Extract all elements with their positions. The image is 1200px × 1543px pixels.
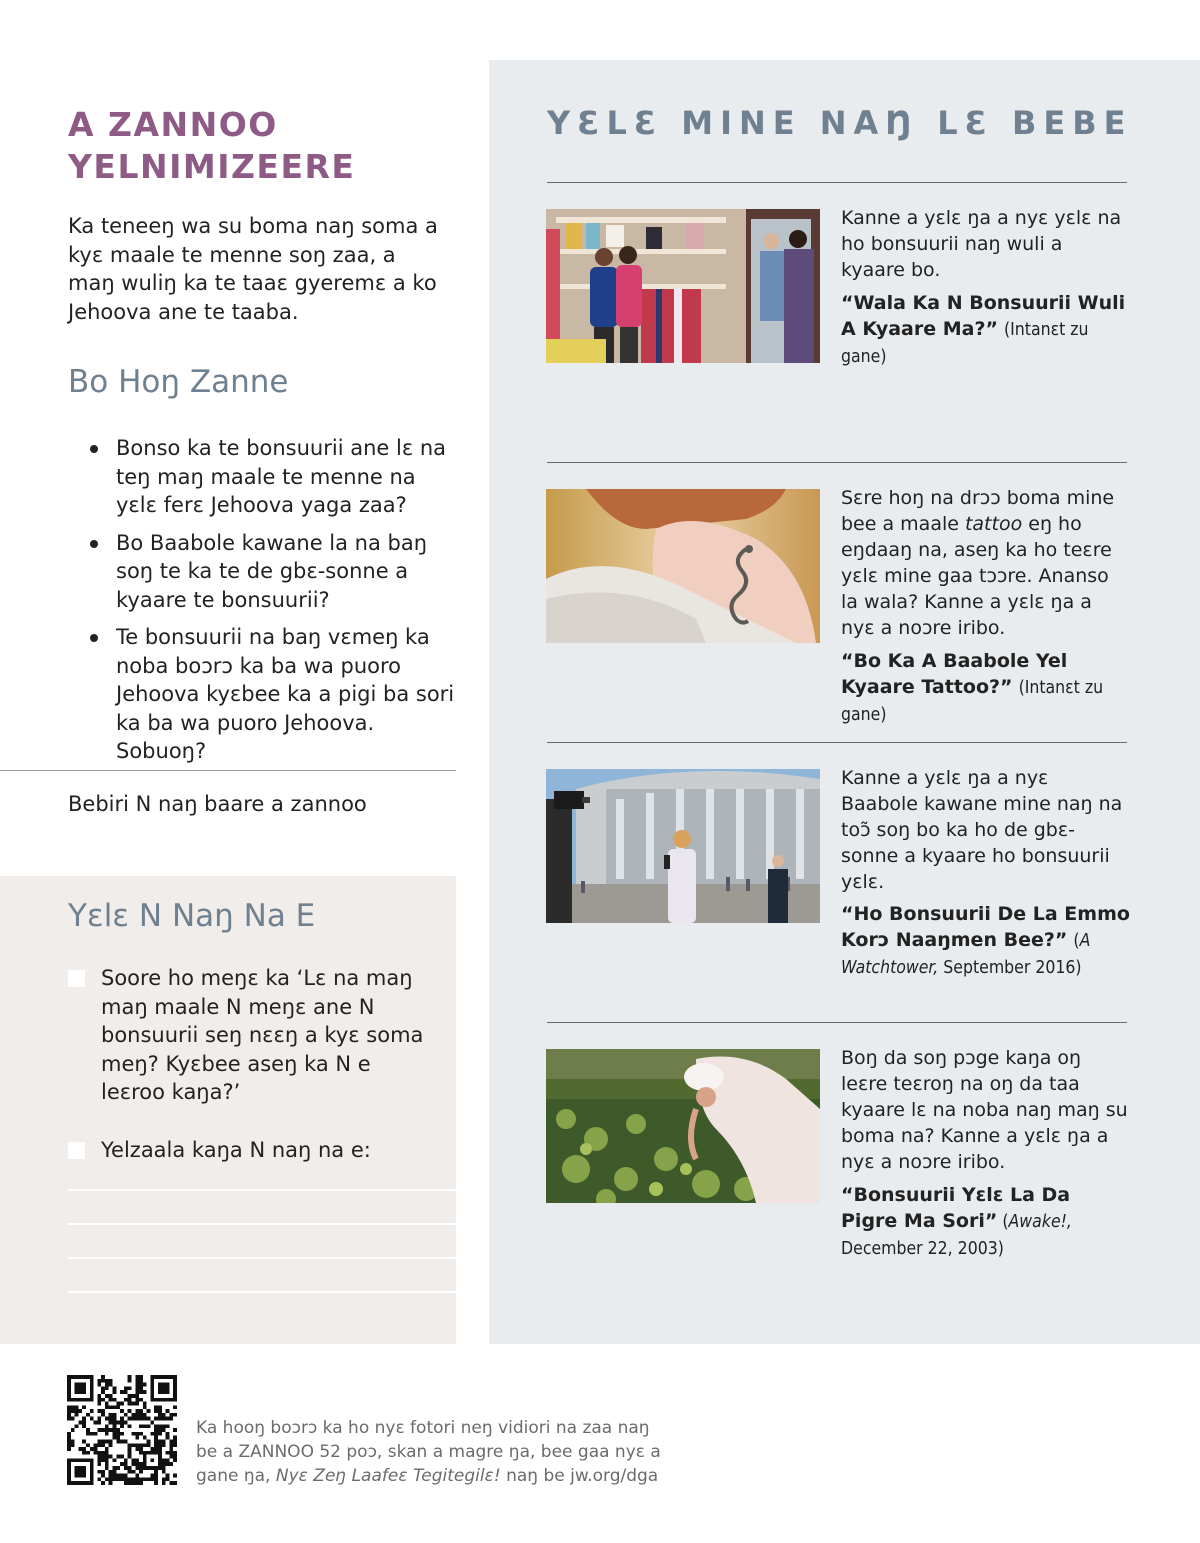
questions-list [90, 434, 460, 775]
resource-item [841, 485, 1131, 728]
stadium-reporter-illustration [546, 769, 820, 923]
resource-citation [841, 901, 1131, 981]
footer-italic-title: Nyɛ Zeŋ Laafeɛ Tegitegilɛ! [275, 1466, 501, 1486]
qr-code[interactable] [67, 1375, 177, 1485]
clothing-store-photo [546, 209, 820, 363]
source-date: December 22, 2003) [841, 1239, 1004, 1259]
checklist-item [68, 1136, 428, 1165]
writing-line[interactable] [68, 1257, 456, 1259]
resource-title-link[interactable]: “Ho Bonsuurii De La Emmo Korɔ Naaŋmen Bee?” [841, 903, 1130, 951]
resource-item [841, 205, 1131, 370]
field-worker-photo [546, 1049, 820, 1203]
notes-box [0, 876, 456, 1344]
resource-source: (Intanɛt zu gane) [841, 678, 1104, 725]
checklist-text: Yelzaala kaŋa N naŋ na e: [101, 1138, 371, 1162]
divider [547, 1022, 1127, 1023]
bullet-icon [90, 634, 98, 642]
writing-line[interactable] [68, 1223, 456, 1225]
lesson-heading-line1: A ZANNOO [68, 105, 278, 144]
reader-note: Bebiri N naŋ baare a zannoo [68, 792, 367, 816]
checkbox[interactable] [68, 1142, 85, 1159]
footer-note [196, 1416, 676, 1488]
divider [547, 742, 1127, 743]
source-paren: ( [1073, 931, 1080, 951]
checkbox[interactable] [68, 970, 85, 987]
description-text: eŋ ho eŋdaaŋ na, aseŋ ka ho teɛre yɛlɛ mine gaa tɔɔre. Ananso la wala? Kanne a yɛlɛ ŋa a nyɛ a noɔre iribo. [841, 513, 1112, 639]
qr-code-icon [67, 1375, 177, 1485]
writing-line[interactable] [68, 1291, 456, 1293]
resource-citation [841, 290, 1131, 370]
description-text: Sɛre hoŋ na drɔɔ boma mine bee a maale [841, 487, 1115, 535]
source-date: September 2016) [938, 958, 1082, 978]
field-worker-illustration [546, 1049, 820, 1203]
shoulder-tattoo-photo [546, 489, 820, 643]
clothing-store-illustration [546, 209, 820, 363]
resource-source: (Intanɛt zu gane) [841, 320, 1089, 367]
resource-description: Boŋ da soŋ pɔge kaŋa oŋ leɛre teɛroŋ na oŋ da taa kyaare lɛ na noba naŋ maŋ su boma na? Kanne a yɛlɛ ŋa a nyɛ a noɔre iribo. [841, 1047, 1128, 1173]
checklist-item [68, 964, 428, 1107]
notes-heading: Yɛlɛ N Naŋ Na E [68, 898, 316, 934]
resources-heading: YƐLƐ MINE NAŊ LƐ BEBE [547, 104, 1133, 142]
checklist-text: Soore ho meŋɛ ka ‘Lɛ na maŋ maŋ maale N meŋɛ ane N bonsuurii seŋ nɛɛŋ a kyɛ soma meŋ? Kyɛbee aseŋ ka N e leɛroo kaŋa?’ [101, 966, 424, 1104]
bullet-icon [90, 445, 98, 453]
shoulder-tattoo-illustration [546, 489, 820, 643]
question-text: Te bonsuurii na baŋ vɛmeŋ ka noba boɔrɔ ka ba wa puoro Jehoova kyɛbee ka a pigi ba sori ka ba wa puoro Jehoova. Sobuoŋ? [116, 625, 455, 763]
resource-title-link[interactable]: “Wala Ka N Bonsuurii Wuli A Kyaare Ma?” [841, 292, 1126, 340]
intro-paragraph: Ka teneeŋ wa su boma naŋ soma a kyɛ maale te menne soŋ zaa, a maŋ wuliŋ ka te taaɛ gyeremɛ a ko Jehoova ane te taaba. [68, 214, 438, 324]
footer-text-link[interactable]: naŋ be jw.org/dga [500, 1466, 659, 1486]
divider [547, 182, 1127, 183]
question-item [90, 623, 460, 766]
resource-title-link[interactable]: “Bo Ka A Baabole Yel Kyaare Tattoo?” [841, 650, 1068, 698]
stadium-reporter-photo [546, 769, 820, 923]
lesson-heading-line2: YELNIMIZEERE [68, 147, 356, 186]
divider [547, 462, 1127, 463]
resource-description [841, 485, 1131, 641]
divider [0, 770, 456, 771]
source-paren: ( [997, 1212, 1009, 1232]
resource-item [841, 1045, 1131, 1262]
footer-text: Ka hooŋ boɔrɔ ka ho nyɛ fotori neŋ vidiori na zaa naŋ be a ZANNOO 52 poɔ, skan a magre ŋa, bee gaa nyɛ a gane ŋa, [196, 1418, 661, 1486]
question-text: Bonso ka te bonsuurii ane lɛ na teŋ maŋ maale te menne na yɛlɛ ferɛ Jehoova yaga zaa? [116, 436, 447, 517]
resource-description: Kanne a yɛlɛ ŋa a nyɛ Baabole kawane mine naŋ na toɔ̃ soŋ bo ka ho de gbɛ-sonne a kyaare ho bonsuurii yɛlɛ. [841, 767, 1123, 893]
resource-citation [841, 1182, 1131, 1262]
source-publication: A Watchtower, [841, 931, 1091, 978]
questions-heading: Bo Hoŋ Zanne [68, 364, 289, 400]
description-italic: tattoo [964, 513, 1023, 535]
question-text: Bo Baabole kawane la na baŋ soŋ te ka te de gbɛ-sonne a kyaare te bonsuurii? [116, 530, 428, 612]
resource-item [841, 765, 1131, 981]
source-publication: Awake!, [1008, 1212, 1072, 1232]
lesson-heading [68, 104, 448, 188]
question-item [90, 434, 460, 520]
resource-title-link[interactable]: “Bonsuurii Yɛlɛ La Da Pigre Ma Sori” [841, 1184, 1071, 1232]
writing-line[interactable] [68, 1189, 456, 1191]
resource-description: Kanne a yɛlɛ ŋa a nyɛ yɛlɛ na ho bonsuurii naŋ wuli a kyaare bo. [841, 207, 1122, 281]
resource-citation [841, 648, 1131, 728]
bullet-icon [90, 540, 98, 548]
question-item [90, 529, 460, 615]
